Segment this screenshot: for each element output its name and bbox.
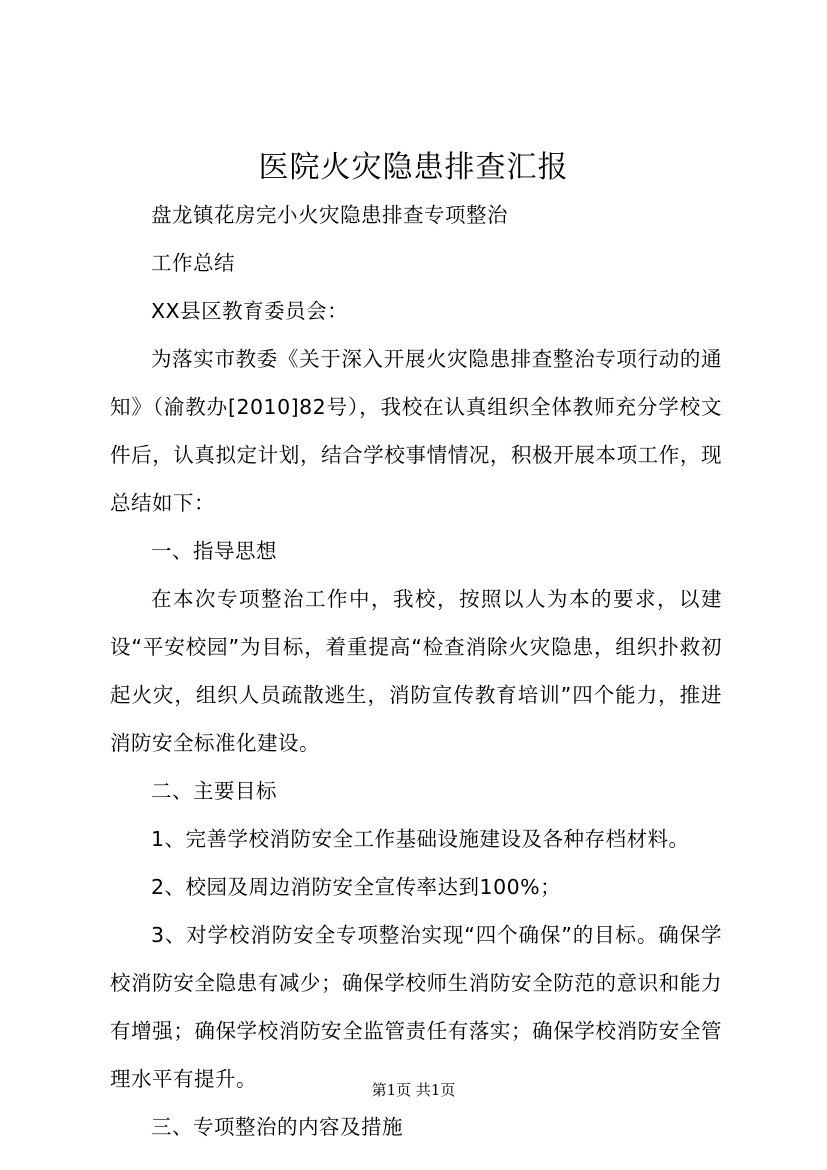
- document-title: 医院火灾隐患排查汇报: [258, 150, 569, 185]
- paragraph-goal-3: 3、对学校消防安全专项整治实现“四个确保”的目标。确保学校消防安全隐患有减少；确保学校师生消防安全防范的意识和能力有增强；确保学校消防安全监管责任有落实；确保学校消防安全管理水平有提升。: [110, 923, 722, 1091]
- paragraph-goal-1: 1、完善学校消防安全工作基础设施建设及各种存档材料。: [151, 827, 690, 851]
- paragraph-intro: 为落实市教委《关于深入开展火灾隐患排查整治专项行动的通知》（渝教办[2010]82号），我校在认真组织全体教师充分学校文件后，认真拟定计划，结合学校事情情况，积极开展本项工作，现总结如下：: [110, 347, 722, 515]
- page-footer: 第1页 共1页: [371, 1081, 456, 1099]
- paragraph-guiding-thought: 在本次专项整治工作中，我校，按照以人为本的要求，以建设“平安校园”为目标，着重提高“检查消除火灾隐患，组织扑救初起火灾，组织人员疏散逃生，消防宣传教育培训”四个能力，推进消防安全标准化建设。: [110, 587, 722, 755]
- section-heading-main-goals: 二、主要目标: [151, 779, 277, 803]
- paragraph-goal-2: 2、校园及周边消防安全宣传率达到100%；: [151, 875, 562, 899]
- paragraph-subtitle-line-2: 工作总结: [151, 251, 235, 275]
- paragraph-subtitle-line-1: 盘龙镇花房完小火灾隐患排查专项整治: [151, 203, 508, 227]
- section-heading-content-measures: 三、专项整治的内容及措施: [151, 1115, 403, 1139]
- paragraph-salutation: XX县区教育委员会：: [151, 299, 349, 323]
- section-heading-guiding-thought: 一、指导思想: [151, 539, 277, 563]
- document-body: [110, 191, 722, 1151]
